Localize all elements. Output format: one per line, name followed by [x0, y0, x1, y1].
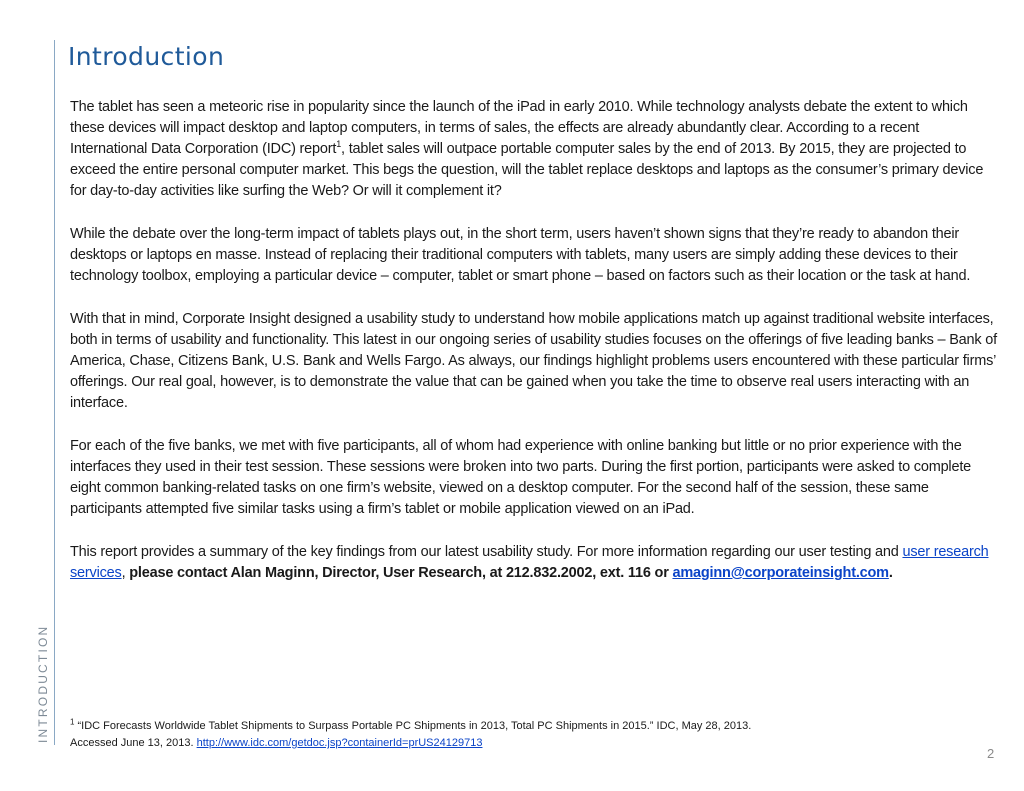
- contact-text: please contact Alan Maginn, Director, User Research, at 212.832.2002, ext. 116 or: [125, 565, 673, 581]
- page-title: Introduction: [68, 42, 225, 71]
- page-number: 2: [987, 746, 995, 761]
- section-side-label: INTRODUCTION: [36, 624, 50, 743]
- footnote-line-2: [70, 735, 970, 752]
- contact-email-link[interactable]: amaginn@corporateinsight.com: [672, 565, 889, 581]
- footnote-number: 1: [70, 717, 75, 727]
- footnote-accessed: Accessed June 13, 2013.: [70, 737, 197, 749]
- paragraph-5-end: .: [888, 565, 893, 581]
- paragraph-1-text-a: The tablet has seen a meteoric rise in popularity since the launch of the iPad in early 2010. While technology analysts debate the extent to which these devices will impact desktop and laptop computers, in terms of sales, the effects are already abundantly clear. According to a recent International Data Corporation (IDC) report: [70, 99, 968, 157]
- paragraph-5-comma: ,: [121, 565, 126, 581]
- body-content: [70, 97, 998, 606]
- vertical-rule: [54, 40, 55, 745]
- paragraph-1: [70, 97, 998, 202]
- footnote-citation: “IDC Forecasts Worldwide Tablet Shipments to Surpass Portable PC Shipments in 2013, Total PC Shipments in 2015.” IDC, May 28, 2013.: [74, 720, 752, 732]
- idc-source-link[interactable]: http://www.idc.com/getdoc.jsp?containerId=prUS24129713: [196, 737, 483, 749]
- footnote-line-1: [70, 718, 970, 735]
- paragraph-3: With that in mind, Corporate Insight designed a usability study to understand how mobile applications match up against traditional website interfaces, both in terms of usability and functionality. This latest in our ongoing series of usability studies focuses on the offerings of five leading banks – Bank of America, Chase, Citizens Bank, U.S. Bank and Wells Fargo. As always, our findings highlight problems users encountered with these particular firms’ offerings. Our real goal, however, is to demonstrate the value that can be gained when you take the time to observe real users interacting with an interface.: [70, 311, 997, 411]
- footnote: [70, 718, 970, 752]
- paragraph-2: While the debate over the long-term impact of tablets plays out, in the short term, users haven’t shown signs that they’re ready to abandon their desktops or laptops en masse. Instead of replacing their traditional computers with tablets, many users are simply adding these devices to their technology toolbox, employing a particular device – computer, tablet or smart phone – based on factors such as their location or the task at hand.: [70, 226, 971, 284]
- paragraph-1-text-b: , tablet sales will outpace portable computer sales by the end of 2013. By 2015, they are projected to exceed the entire personal computer market. This begs the question, will the tablet replace desktops and laptops as the consumer’s primary device for day-to-day activities like surfing the Web? Or will it complement it?: [70, 141, 984, 199]
- paragraph-4: For each of the five banks, we met with five participants, all of whom had experience with online banking but little or no prior experience with the interfaces they used in their test session. These sessions were broken into two parts. During the first portion, participants were asked to complete eight common banking-related tasks on one firm’s website, viewed on a desktop computer. For the second half of the session, these same participants attempted five similar tasks using a firm’s tablet or mobile application viewed on an iPad.: [70, 438, 972, 517]
- footnote-ref: 1: [336, 139, 342, 150]
- paragraph-5: [70, 542, 998, 584]
- user-research-services-link[interactable]: user research services: [70, 544, 989, 581]
- paragraph-5-text-a: This report provides a summary of the key findings from our latest usability study. For more information regarding our user testing and: [70, 544, 903, 560]
